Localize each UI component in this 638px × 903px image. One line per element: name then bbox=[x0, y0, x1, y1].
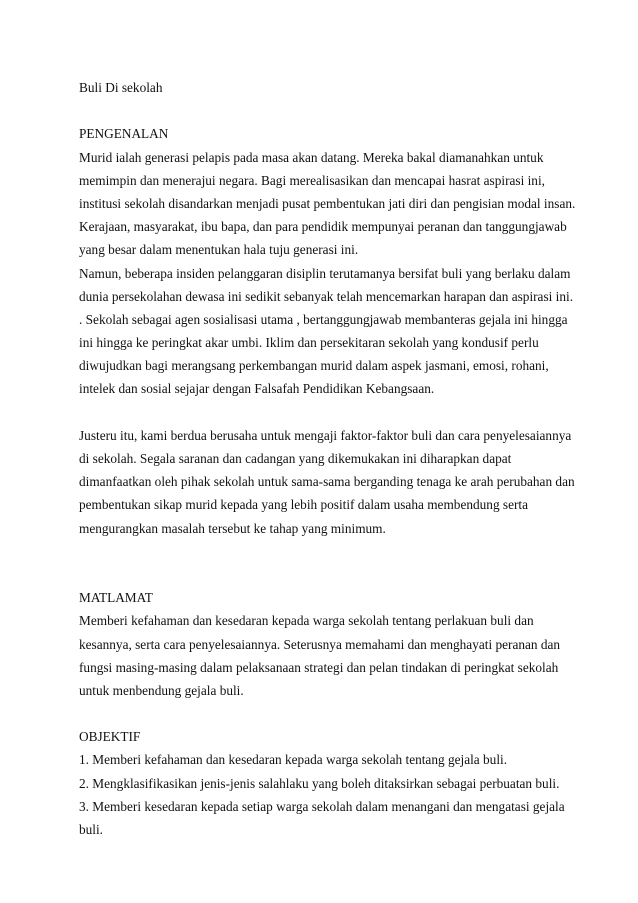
objektif-list bbox=[79, 748, 569, 841]
paragraph-line: ini hingga ke peringkat akar umbi. Iklim dan persekitaran sekolah yang kondusif perlu bbox=[79, 335, 539, 351]
paragraph-line: . Sekolah sebagai agen sosialisasi utama , bertanggungjawab membanteras gejala ini hingga bbox=[79, 311, 568, 327]
document-title: Buli Di sekolah bbox=[79, 80, 163, 95]
paragraph-line: fungsi masing-masing dalam pelaksanaan strategi dan pelan tindakan di peringkat sekolah bbox=[79, 659, 559, 675]
paragraph-line: memimpin dan menerajui negara. Bagi merealisasikan dan mencapai hasrat aspirasi ini, bbox=[79, 172, 545, 188]
paragraph-line: Kerajaan, masyarakat, ibu bapa, dan para pendidik mempunyai peranan dan tanggungjawab bbox=[79, 219, 567, 235]
document-body bbox=[79, 76, 576, 841]
paragraph-line: untuk menbendung gejala buli. bbox=[79, 682, 244, 698]
paragraph-line: dunia persekolahan dewasa ini sedikit sebanyak telah mencemarkan harapan dan aspirasi ini. bbox=[79, 288, 574, 304]
list-item: 3. Memberi kesedaran kepada setiap warga sekolah dalam menangani dan mengatasi gejala bbox=[79, 798, 565, 814]
spacer bbox=[79, 99, 569, 122]
section-heading-objektif: OBJEKTIF bbox=[79, 729, 141, 745]
matlamat-paragraph bbox=[79, 609, 569, 702]
paragraph-line: mengurangkan masalah tersebut ke tahap yang minimum. bbox=[79, 520, 386, 536]
section-heading-matlamat: MATLAMAT bbox=[79, 590, 153, 606]
paragraph-line: yang besar dalam menentukan hala tuju generasi ini. bbox=[79, 242, 359, 258]
pengenalan-paragraph-2 bbox=[79, 424, 575, 540]
list-item: 1. Memberi kefahaman dan kesedaran kepada warga sekolah tentang gejala buli. bbox=[79, 752, 508, 768]
paragraph-line: Namun, beberapa insiden pelanggaran disiplin terutamanya bersifat buli yang berlaku dalam bbox=[79, 265, 571, 281]
pengenalan-paragraph-1 bbox=[79, 146, 576, 401]
paragraph-line: dimanfaatkan oleh pihak sekolah untuk sama-sama berganding tenaga ke arah perubahan dan bbox=[79, 474, 575, 490]
paragraph-line: diwujudkan bagi merangsang perkembangan murid dalam aspek jasmani, emosi, rohani, bbox=[79, 358, 549, 374]
paragraph-line: pembentukan sikap murid kepada yang lebih positif dalam usaha membendung serta bbox=[79, 497, 529, 513]
paragraph-line: Murid ialah generasi pelapis pada masa akan datang. Mereka bakal diamanahkan untuk bbox=[79, 149, 544, 165]
section-heading-pengenalan: PENGENALAN bbox=[79, 126, 169, 142]
paragraph-line: Memberi kefahaman dan kesedaran kepada warga sekolah tentang perlakuan buli dan bbox=[79, 613, 534, 629]
paragraph-line: institusi sekolah disandarkan menjadi pusat pembentukan jati diri dan pengisian modal insan. bbox=[79, 195, 576, 211]
paragraph-line: di sekolah. Segala saranan dan cadangan yang dikemukakan ini diharapkan dapat bbox=[79, 451, 512, 466]
paragraph-line: intelek dan sosial sejajar dengan Falsafah Pendidikan Kebangsaan. bbox=[79, 381, 435, 397]
paragraph-line: Justeru itu, kami berdua berusaha untuk mengaji faktor-faktor buli dan cara penyelesaiannya bbox=[79, 427, 572, 443]
list-item: 2. Mengklasifikasikan jenis-jenis salahlaku yang boleh ditaksirkan sebagai perbuatan buli. bbox=[79, 775, 560, 791]
list-item: buli. bbox=[79, 822, 104, 838]
spacer bbox=[79, 401, 569, 424]
spacer bbox=[79, 540, 569, 586]
spacer bbox=[79, 702, 569, 725]
paragraph-line: kesannya, serta cara penyelesaiannya. Seterusnya memahami dan menghayati peranan dan bbox=[79, 636, 561, 652]
